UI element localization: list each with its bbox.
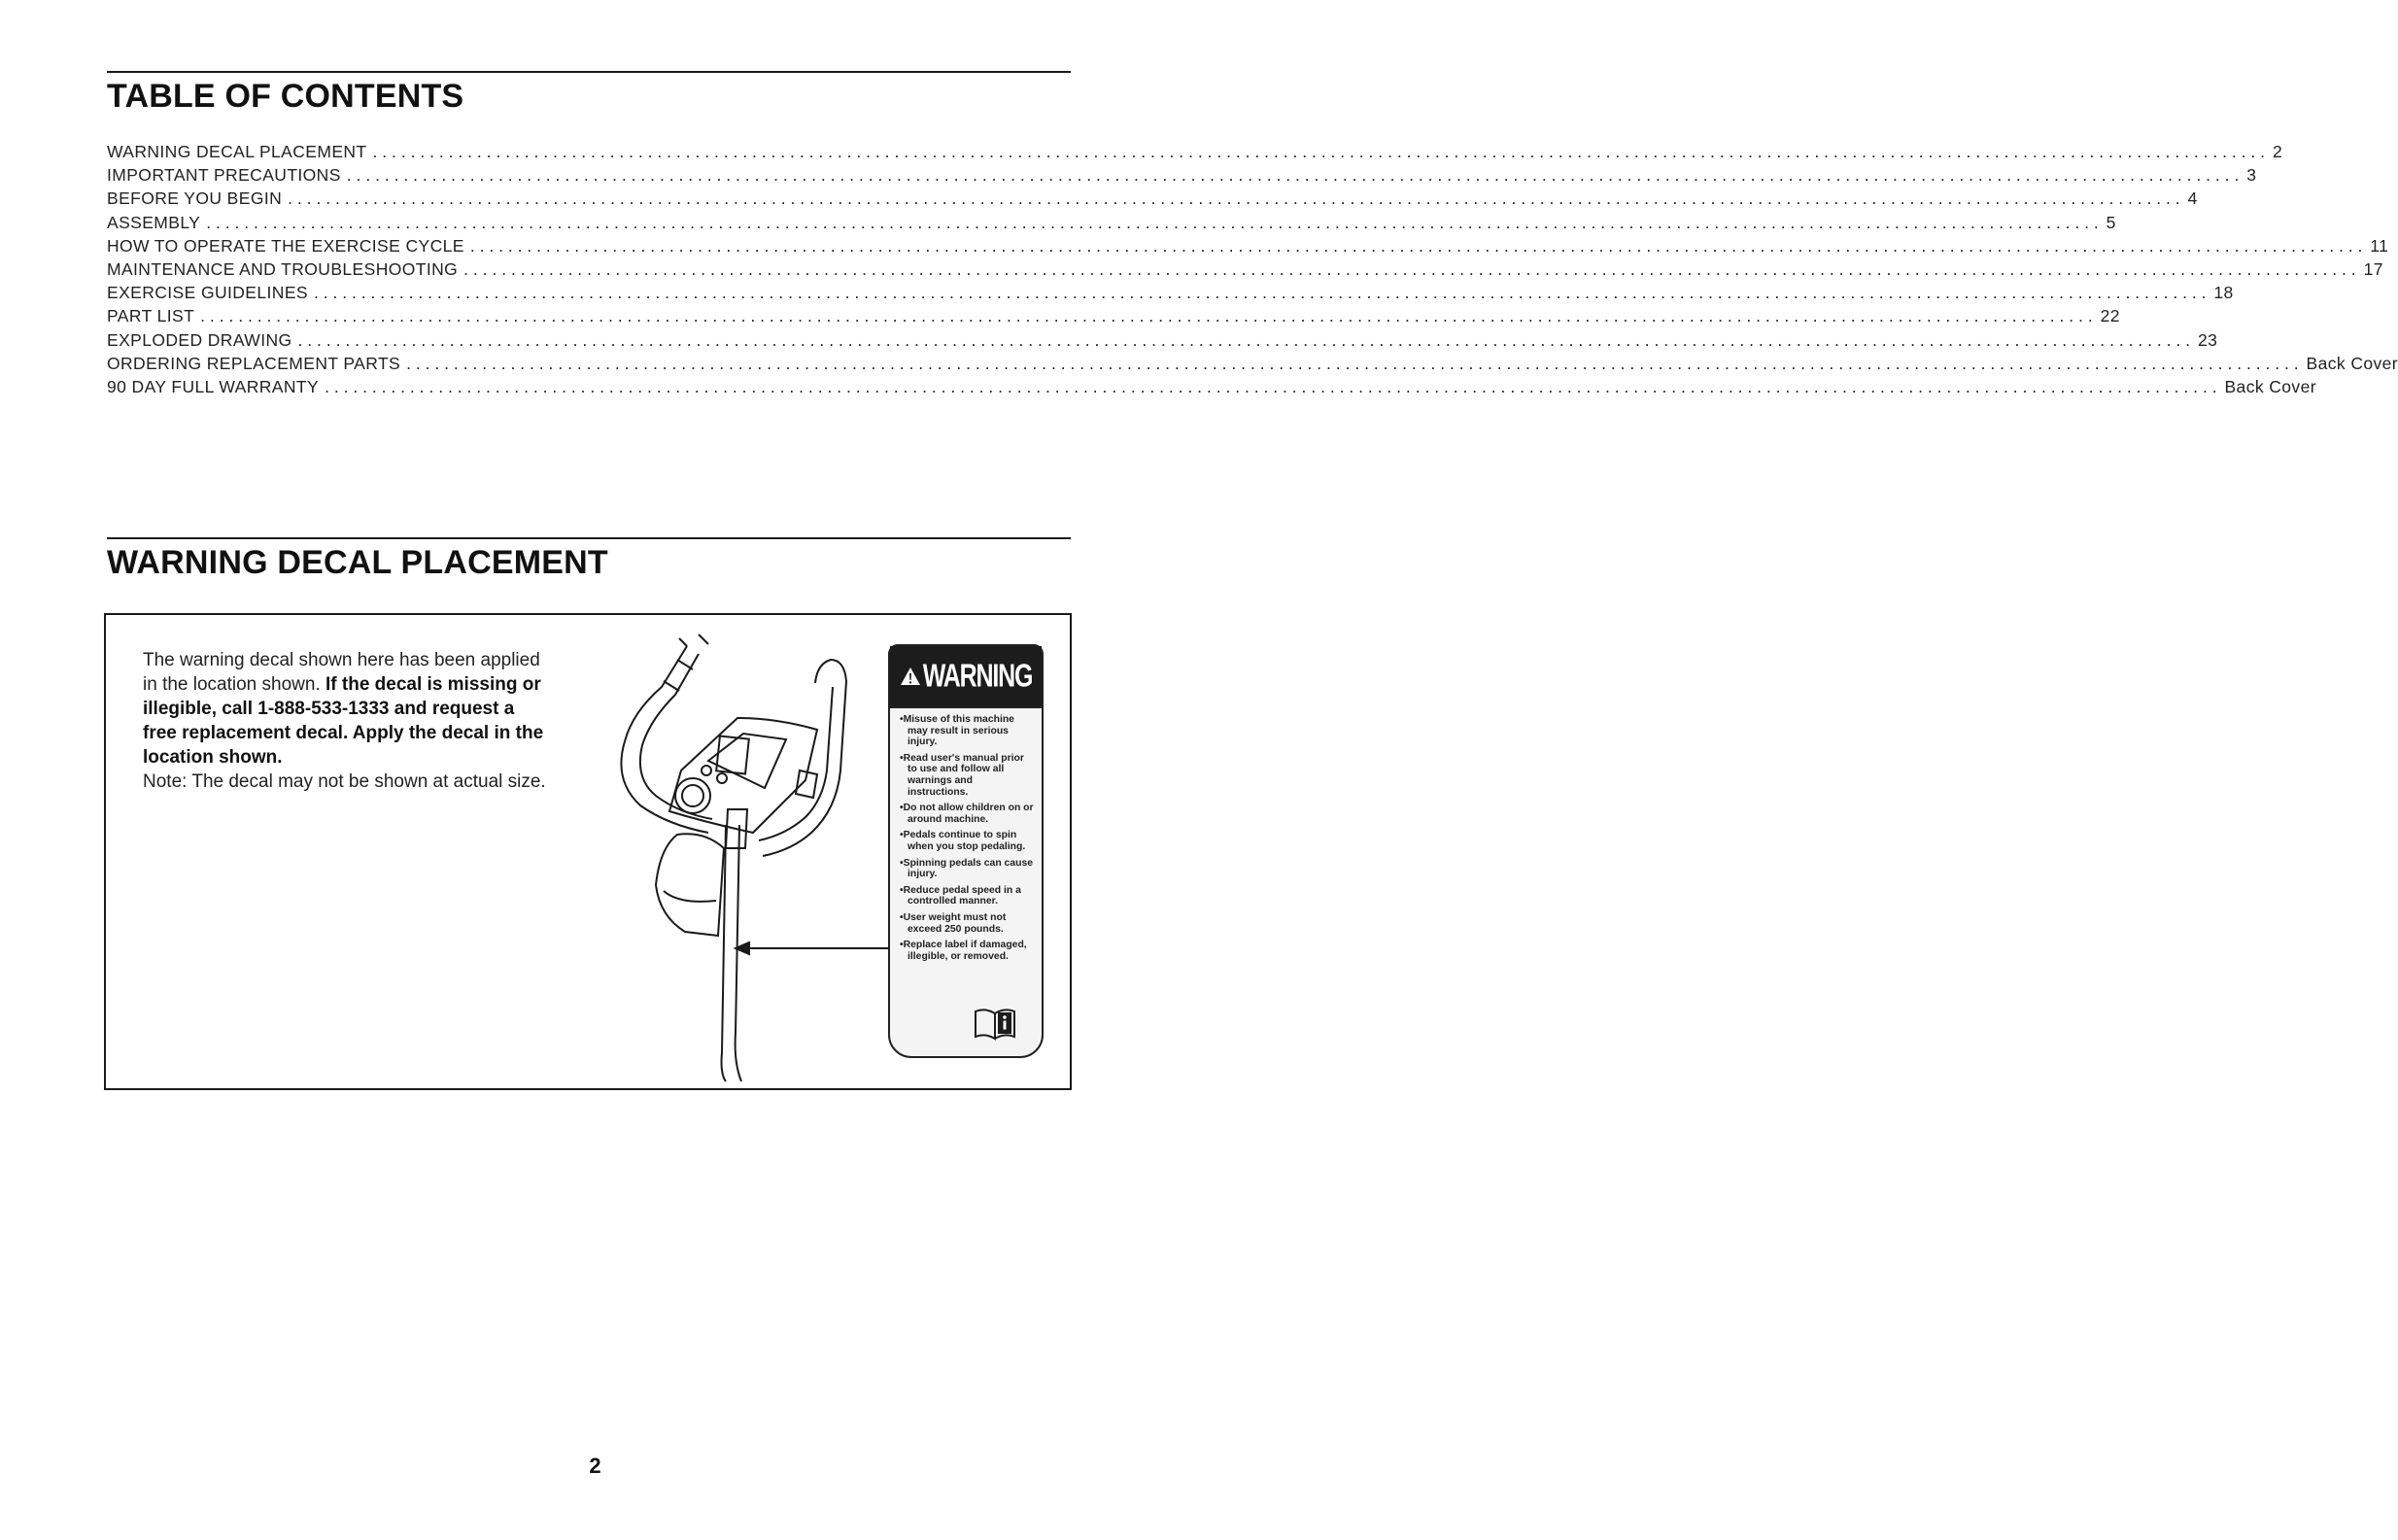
toc-dot-leader: ........................................................................................................................................................................................................ <box>325 376 2222 396</box>
warning-header <box>890 646 1042 708</box>
toc-dot-leader: ........................................................................................................................................................................................................ <box>406 353 2304 373</box>
decal-heading: WARNING DECAL PLACEMENT <box>107 544 608 581</box>
warning-item: • Spinning pedals can cause injury. <box>900 858 1034 880</box>
warning-decal <box>888 644 1044 1058</box>
warning-item: • Replace label if damaged, illegible, or removed. <box>900 940 1034 962</box>
toc-entry-page: Back Cover <box>2224 376 2316 396</box>
warning-item: • Reduce pedal speed in a controlled manner. <box>900 885 1034 907</box>
toc-entry[interactable] <box>107 188 2198 212</box>
toc-entry-page: 11 <box>2370 235 2389 256</box>
toc-entry-page: 18 <box>2213 283 2234 303</box>
toc-entry-page: 4 <box>2187 188 2198 209</box>
toc-dot-leader: ........................................................................................................................................................................................................ <box>297 329 2195 350</box>
toc-entry-title: 90 DAY FULL WARRANTY <box>107 376 320 396</box>
toc-entry-title: WARNING DECAL PLACEMENT <box>107 142 367 161</box>
exercise-cycle-illustration <box>563 625 893 1081</box>
decal-box <box>104 613 1072 1090</box>
toc-entry-page: 5 <box>2106 212 2116 232</box>
decal-note: Note: The decal may not be shown at actual size. <box>143 771 546 792</box>
warning-item: • Read user's manual prior to use and follow all warnings and instructions. <box>900 753 1034 798</box>
toc-dot-leader: ........................................................................................................................................................................................................ <box>313 283 2211 303</box>
toc-dot-leader: ........................................................................................................................................................................................................ <box>469 235 2368 256</box>
toc-entry-title: EXERCISE GUIDELINES <box>107 283 308 303</box>
toc-entry[interactable] <box>107 353 2398 377</box>
toc-entry[interactable] <box>107 376 2316 400</box>
toc-entry[interactable] <box>107 142 2283 165</box>
warning-item: • Pedals continue to spin when you stop pedaling. <box>900 830 1034 852</box>
toc-entry-page: 22 <box>2100 306 2120 326</box>
warning-item: • User weight must not exceed 250 pounds. <box>900 912 1034 935</box>
toc-entry-title: EXPLODED DRAWING <box>107 329 292 350</box>
toc-entry-title: ORDERING REPLACEMENT PARTS <box>107 353 401 373</box>
toc-entry-title: PART LIST <box>107 306 195 326</box>
toc-entry-title: ASSEMBLY <box>107 212 201 232</box>
warning-item: • Do not allow children on or around machine. <box>900 803 1034 825</box>
toc-entry[interactable] <box>107 235 2389 259</box>
toc-entry-title: MAINTENANCE AND TROUBLESHOOTING <box>107 258 459 279</box>
decal-intro: The warning decal shown here has been applied in the location shown. <box>143 650 540 695</box>
toc-entry-page: 2 <box>2272 142 2283 161</box>
toc-entry-page: Back Cover <box>2306 353 2398 373</box>
toc-entry[interactable] <box>107 306 2120 329</box>
toc-entry-page: 3 <box>2246 165 2257 186</box>
toc-entry-title: BEFORE YOU BEGIN <box>107 188 283 209</box>
warning-title: WARNING <box>922 657 1033 695</box>
manual-info-icon <box>974 1006 1016 1041</box>
toc-dot-leader: ........................................................................................................................................................................................................ <box>346 165 2244 186</box>
toc-dot-leader: ........................................................................................................................................................................................................ <box>206 212 2104 232</box>
toc-entry-title: HOW TO OPERATE THE EXERCISE CYCLE <box>107 235 464 256</box>
toc-dot-leader: ........................................................................................................................................................................................................ <box>200 306 2098 326</box>
toc-top-rule <box>107 71 1071 73</box>
toc-entry-page: 23 <box>2197 329 2218 350</box>
toc-entry-title: IMPORTANT PRECAUTIONS <box>107 165 341 186</box>
toc-entry[interactable] <box>107 212 2116 236</box>
toc-dot-leader: ........................................................................................................................................................................................................ <box>463 258 2361 279</box>
warning-item: • Misuse of this machine may result in serious injury. <box>900 714 1034 748</box>
warning-list <box>890 708 1042 962</box>
toc-entry[interactable] <box>107 258 2383 283</box>
toc-entry[interactable] <box>107 329 2218 354</box>
table-of-contents <box>107 142 2398 400</box>
toc-dot-leader: ........................................................................................................................................................................................................ <box>288 188 2185 209</box>
toc-entry-page: 17 <box>2363 258 2383 279</box>
page-number: 2 <box>589 1454 601 1478</box>
decal-instructions <box>143 648 551 794</box>
toc-entry[interactable] <box>107 165 2257 188</box>
toc-dot-leader: ........................................................................................................................................................................................................ <box>372 142 2270 161</box>
decal-top-rule <box>107 537 1071 539</box>
toc-entry[interactable] <box>107 283 2234 306</box>
toc-heading: TABLE OF CONTENTS <box>107 78 464 115</box>
warning-triangle-icon <box>900 667 921 686</box>
decal-bold-instruction: If the decal is missing or illegible, call 1-888-533-1333 and request a free replacement decal. Apply the decal in the location shown. <box>143 674 544 768</box>
